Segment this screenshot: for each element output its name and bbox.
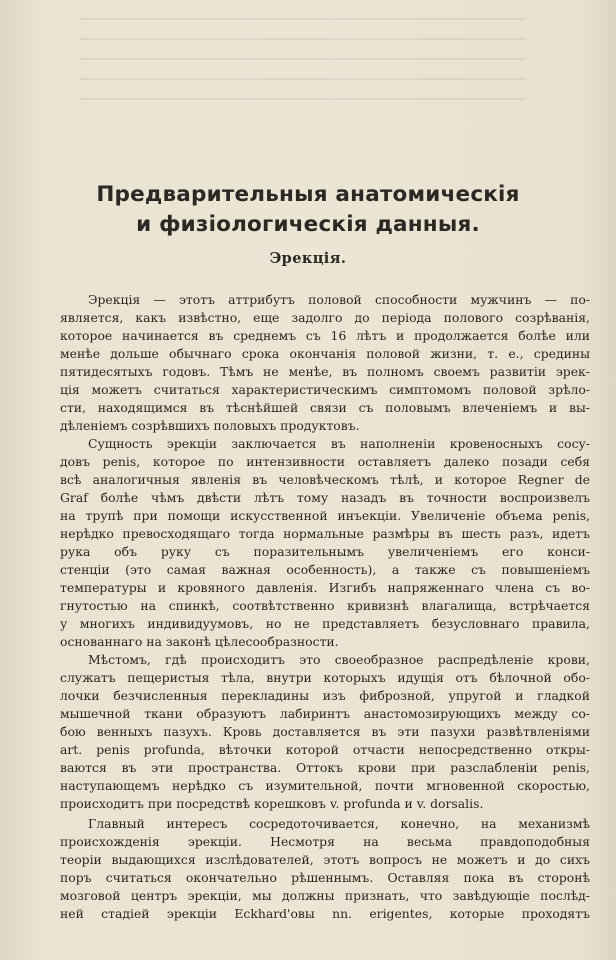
- text-line: мышечной ткани образуютъ лабиринтъ анастомозирующихъ между со-: [60, 706, 590, 721]
- text-line: менѣе дольше обычнаго срока окончанія половой жизни, т. е., средины: [60, 346, 590, 361]
- text-line: Эрекція — этотъ аттрибутъ половой способности мужчинъ — по-: [88, 292, 590, 307]
- text-line: ней стадіей эрекціи Eckhard'овы nn. erigentes, которые проходятъ: [60, 906, 590, 921]
- text-line: которое начинается въ среднемъ съ 16 лѣтъ и продолжается болѣе или: [60, 328, 590, 343]
- text-line: гнутостью на спинкѣ, соотвѣтственно кривизнѣ влагалища, встрѣчается: [60, 598, 590, 613]
- text-line: является, какъ извѣстно, еще задолго до періода полового созрѣванія,: [60, 310, 590, 325]
- text-line: основаннаго на законѣ цѣлесообразности.: [60, 634, 339, 649]
- text-line: дѣленіемъ созрѣвшихъ половыхъ продуктовъ.: [60, 418, 360, 433]
- text-line: лочки безчисленныя перекладины изъ фиброзной, упругой и гладкой: [60, 688, 590, 703]
- text-line: пятидесятыхъ годовъ. Тѣмъ не менѣе, въ полномъ своемъ развитіи эрек-: [60, 364, 590, 379]
- chapter-title-line-2: и физіологическія данныя.: [136, 212, 480, 237]
- text-line: рука объ руку съ поразительнымъ увеличеніемъ его конси-: [60, 544, 590, 559]
- text-line: наступающемъ нерѣдко съ изумительной, почти мгновенной скоростью,: [60, 778, 590, 793]
- text-line: Сущность эрекціи заключается въ наполненіи кровеносныхъ сосу-: [88, 436, 590, 451]
- text-line: ція можетъ считаться характеристическимъ симптомомъ половой зрѣло-: [60, 382, 590, 397]
- text-line: теоріи выдающихся изслѣдователей, этотъ вопросъ не можетъ и до сихъ: [60, 852, 590, 867]
- text-line: у многихъ индивидуумовъ, но не представляетъ безусловнаго правила,: [60, 616, 590, 631]
- text-line: довъ penis, которое по интензивности оставляетъ далеко позади себя: [60, 454, 590, 469]
- text-line: всѣ аналогичныя явленія въ человѣческомъ тѣлѣ, и которое Regner de: [60, 472, 590, 487]
- text-line: температуры и кровяного давленія. Изгибъ напряженнаго члена съ во-: [60, 580, 590, 595]
- text-line: происхожденія эрекціи. Несмотря на весьма правдоподобныя: [60, 834, 590, 849]
- text-line: Graf болѣе чѣмъ двѣсти лѣтъ тому назадъ въ точности воспроизвелъ: [60, 490, 590, 505]
- text-line: поръ считаться окончательно рѣшеннымъ. Оставляя пока въ сторонѣ: [60, 870, 590, 885]
- section-heading: Эрекція.: [269, 250, 347, 267]
- text-line: сти, находящимся въ тѣснѣйшей связи съ половымъ влеченіемъ и вы-: [60, 400, 590, 415]
- text-line: происходитъ при посредствѣ корешковъ v. profunda и v. dorsalis.: [60, 796, 484, 811]
- text-line: бою венныхъ пазухъ. Кровь доставляется въ эти пазухи развѣтвленіями: [60, 724, 590, 739]
- text-line: ваются въ эти пространства. Оттокъ крови при разслабленіи penis,: [60, 760, 590, 775]
- chapter-title-line-1: Предварительныя анатомическія: [96, 182, 520, 207]
- bleed-through-text: [0, 0, 616, 120]
- text-line: нерѣдко превосходящаго тогда нормальные размѣры въ шесть разъ, идетъ: [60, 526, 590, 541]
- text-line: на трупѣ при помощи искусственной инъекціи. Увеличеніе объема penis,: [60, 508, 590, 523]
- text-line: Главный интересъ сосредоточивается, конечно, на механизмѣ: [88, 816, 590, 831]
- text-line: Мѣстомъ, гдѣ происходитъ это своеобразное распредѣленіе крови,: [88, 652, 590, 667]
- text-line: служатъ пещеристыя тѣла, внутри которыхъ идущія отъ бѣлочной обо-: [60, 670, 590, 685]
- text-line: мозговой центръ эрекціи, мы должны признать, что завѣдующіе послѣд-: [60, 888, 590, 903]
- text-line: art. penis profunda, вѣточки которой отчасти непосредственно откры-: [60, 742, 590, 757]
- text-line: стенціи (это самая важная особенность), а также съ повышеніемъ: [60, 562, 590, 577]
